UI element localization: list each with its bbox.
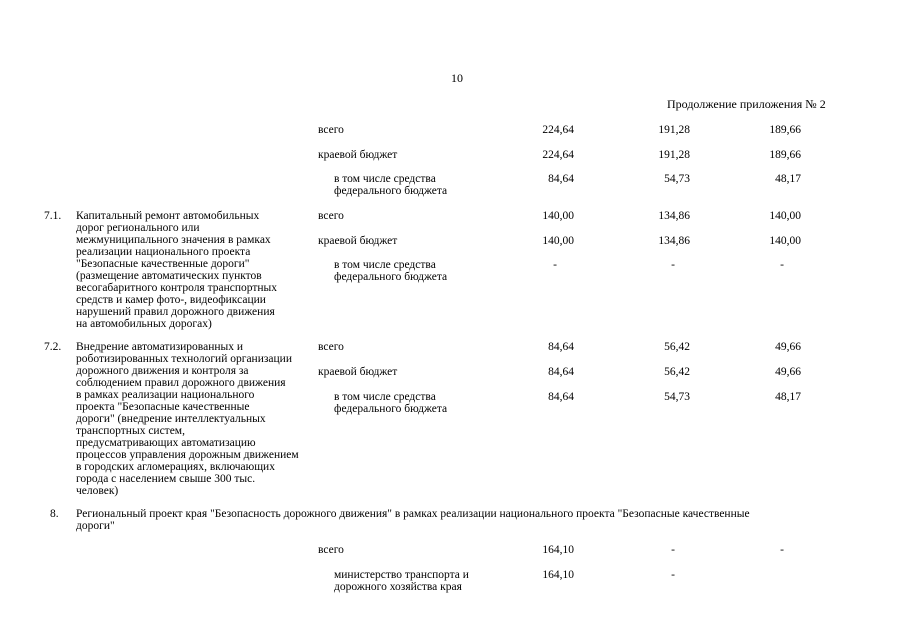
description-line: "Безопасные качественные дороги" [76,258,250,270]
item-number: 7.1. [44,210,62,222]
row-label-total: всего [318,341,344,353]
row-label-total: всего [318,210,344,222]
value-cell: 56,42 [664,366,690,378]
row-label-total: всего [318,124,344,136]
description-line: соблюдением правил дорожного движения [76,377,286,389]
value-cell: - [553,259,557,271]
value-cell: 164,10 [542,544,574,556]
row-label-federal-line2: федерального бюджета [334,403,448,415]
value-cell: - [671,544,675,556]
description-line: предусматривающих автоматизацию [76,437,256,449]
row-label-ministry-line2: дорожного хозяйства края [334,581,462,593]
row-label-federal-line1: в том числе средства [334,173,436,185]
value-cell: 49,66 [775,366,801,378]
value-cell: 48,17 [775,173,801,185]
description-line: человек) [76,485,119,497]
description-line: в городских агломерациях, включающих [76,461,275,473]
value-cell: 134,86 [658,235,690,247]
value-cell: 140,00 [542,235,574,247]
value-cell: 140,00 [769,235,801,247]
row-label-federal-line1: в том числе средства [334,391,436,403]
description-line: нарушений правил дорожного движения [76,306,275,318]
value-cell: 140,00 [542,210,574,222]
value-cell: - [780,259,784,271]
description-line: (размещение автоматических пунктов [76,270,262,282]
item-description-line: дороги" [76,520,115,532]
description-line: проекта "Безопасные качественные [76,401,250,413]
value-cell: 189,66 [769,149,801,161]
item-number: 7.2. [44,341,62,353]
item-description-line: Региональный проект края "Безопасность дорожного движения" в рамках реализации национального проекта "Безопасные качественные [76,508,750,520]
value-cell: 49,66 [775,341,801,353]
description-line: дороги" (внедрение интеллектуальных [76,413,266,425]
item-description [76,341,299,497]
row-label-regional-budget: краевой бюджет [318,235,398,247]
value-cell: - [671,259,675,271]
row-label-federal-line1: в том числе средства [334,259,436,271]
value-cell: 48,17 [775,391,801,403]
row-label-federal-line2: федерального бюджета [334,271,448,283]
description-line: процессов управления дорожным движением [76,449,299,461]
row-label-regional-budget: краевой бюджет [318,366,398,378]
value-cell: 54,73 [664,391,690,403]
description-line: в рамках реализации национального [76,389,255,401]
value-cell: 191,28 [658,149,690,161]
value-cell: - [780,544,784,556]
item-number: 8. [50,508,59,520]
description-line: Капитальный ремонт автомобильных [76,210,260,222]
description-line: дорожного движения и контроля за [76,365,249,377]
value-cell: 84,64 [548,173,574,185]
description-line: дорог регионального или [76,222,200,234]
value-cell: 191,28 [658,124,690,136]
value-cell: 54,73 [664,173,690,185]
row-label-total: всего [318,544,344,556]
value-cell: 189,66 [769,124,801,136]
page-number: 10 [451,71,463,85]
value-cell: 84,64 [548,341,574,353]
description-line: средств и камер фото-, видеофиксации [76,294,266,306]
value-cell: 140,00 [769,210,801,222]
value-cell: - [671,569,675,581]
description-line: межмуниципального значения в рамках [76,234,271,246]
description-line: реализации национального проекта [76,246,251,258]
row-label-ministry-line1: министерство транспорта и [334,569,469,581]
row-label-regional-budget: краевой бюджет [318,149,398,161]
value-cell: 84,64 [548,366,574,378]
description-line: роботизированных технологий организации [76,353,292,365]
description-line: весогабаритного контроля транспортных [76,282,278,294]
value-cell: 164,10 [542,569,574,581]
description-line: транспортных систем, [76,425,185,437]
value-cell: 224,64 [542,124,574,136]
continuation-note: Продолжение приложения № 2 [667,97,826,111]
item-description [76,210,277,330]
description-line: Внедрение автоматизированных и [76,341,244,353]
description-line: на автомобильных дорогах) [76,318,212,330]
value-cell: 134,86 [658,210,690,222]
value-cell: 84,64 [548,391,574,403]
description-line: города с населением свыше 300 тыс. [76,473,256,485]
row-label-federal-line2: федерального бюджета [334,185,448,197]
value-cell: 224,64 [542,149,574,161]
value-cell: 56,42 [664,341,690,353]
